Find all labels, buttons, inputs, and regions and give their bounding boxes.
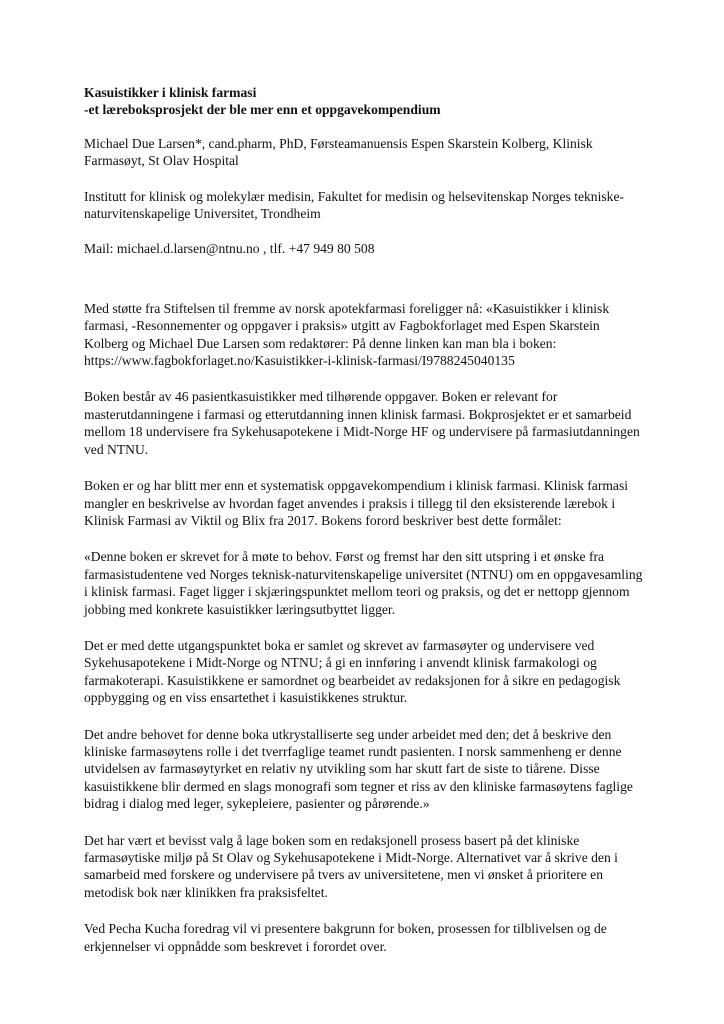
body-paragraph-4: Det har vært et bevisst valg å lage boken som en redaksjonell prosess basert på det kliniske farmasøytiske miljø på St Olav og Sykehusapotekene i Midt-Norge. Alternativet var å skrive den i samarbeid med forskere og undervisere på tvers av universitetene, men vi ønsket å prioritere en metodisk bok nær klinikken fra praksisfeltet. <box>84 832 618 900</box>
quote-paragraph-2: Det er med dette utgangspunktet boka er samlet og skrevet av farmasøyter og undervisere ved Sykehusapotekene i Midt-Norge og NTNU; å gi en innføring i anvendt klinisk farmakologi og farmakoterapi. Kasuistikkene er samordnet og bearbeidet av redaksjonen for å sikre en pedagogisk oppbygging og en viss ensartethet i kasuistikkenes struktur. <box>84 637 621 706</box>
quote-paragraph-3: Det andre behovet for denne boka utkrystalliserte seg under arbeidet med den; det å beskrive den kliniske farmasøytens rolle i det tverrfaglige teamet rundt pasienten. I norsk sammenheng er denne utvidelsen av farmasøytyrket en relativ ny utvikling som har skutt fart de siste to tiårene. Disse kasuistikkene blir dermed en slags monografi som tegner et riss av den kliniske farmasøytens faglige bidrag i dialog med leger, sykepleiere, pasienter og pårørende.» <box>84 726 633 812</box>
document-subtitle: -et læreboksprosjekt der ble mer enn et oppgavekompendium <box>84 102 441 118</box>
body-paragraph-1: Med støtte fra Stiftelsen til fremme av norsk apotekfarmasi foreligger nå: «Kasuistikker i klinisk farmasi, -Resonnementer og oppgaver i praksis» utgitt av Fagbokforlaget med Espen Skarstein Kolberg og Michael Due Larsen som redaktører: På denne linken kan man bla i boken: https://www.fagbokforlaget.no/Kasuistikker-i-klinisk-farmasi/I9788245040135 <box>84 300 610 369</box>
affiliation-line: Institutt for klinisk og molekylær medisin, Fakultet for medisin og helsevitenskap Norges tekniske-naturvitenskapelige Universitet, Trondheim <box>84 188 625 222</box>
contact-line: Mail: michael.d.larsen@ntnu.no , tlf. +47 949 80 508 <box>84 241 375 257</box>
quote-paragraph-1: «Denne boken er skrevet for å møte to behov. Først og fremst har den sitt utspring i et ønske fra farmasistudentene ved Norges teknisk-naturvitenskapelige universitet (NTNU) om en oppgavesamling i klinisk farmasi. Faget ligger i skjæringspunktet mellom teori og praksis, og det er nettopp gjennom jobbing med konkrete kasuistikker læringsutbyttet ligger. <box>84 549 643 617</box>
body-paragraph-3: Boken er og har blitt mer enn et systematisk oppgavekompendium i klinisk farmasi. Klinisk farmasi mangler en beskrivelse av hvordan faget anvendes i praksis i tillegg til den eksisterende lærebok i Klinisk Farmasi av Viktil og Blix fra 2017. Bokens forord beskriver best dette formålet: <box>84 478 629 528</box>
body-paragraph-2: Boken består av 46 pasientkasuistikker med tilhørende oppgaver. Boken er relevant for masterutdanningene i farmasi og etterutdanning innen klinisk farmasi. Bokprosjektet er et samarbeid mellom 18 undervisere fra Sykehusapotekene i Midt-Norge HF og undervisere på farmasiutdanningen ved NTNU. <box>84 389 640 457</box>
author-line: Michael Due Larsen*, cand.pharm, PhD, Førsteamanuensis Espen Skarstein Kolberg, Klinisk Farmasøyt, St Olav Hospital <box>84 135 593 169</box>
document-title: Kasuistikker i klinisk farmasi <box>84 85 257 100</box>
body-paragraph-5: Ved Pecha Kucha foredrag vil vi presentere bakgrunn for boken, prosessen for tilblivelsen og de erkjennelser vi oppnådde som beskrevet i forordet over. <box>84 921 607 954</box>
